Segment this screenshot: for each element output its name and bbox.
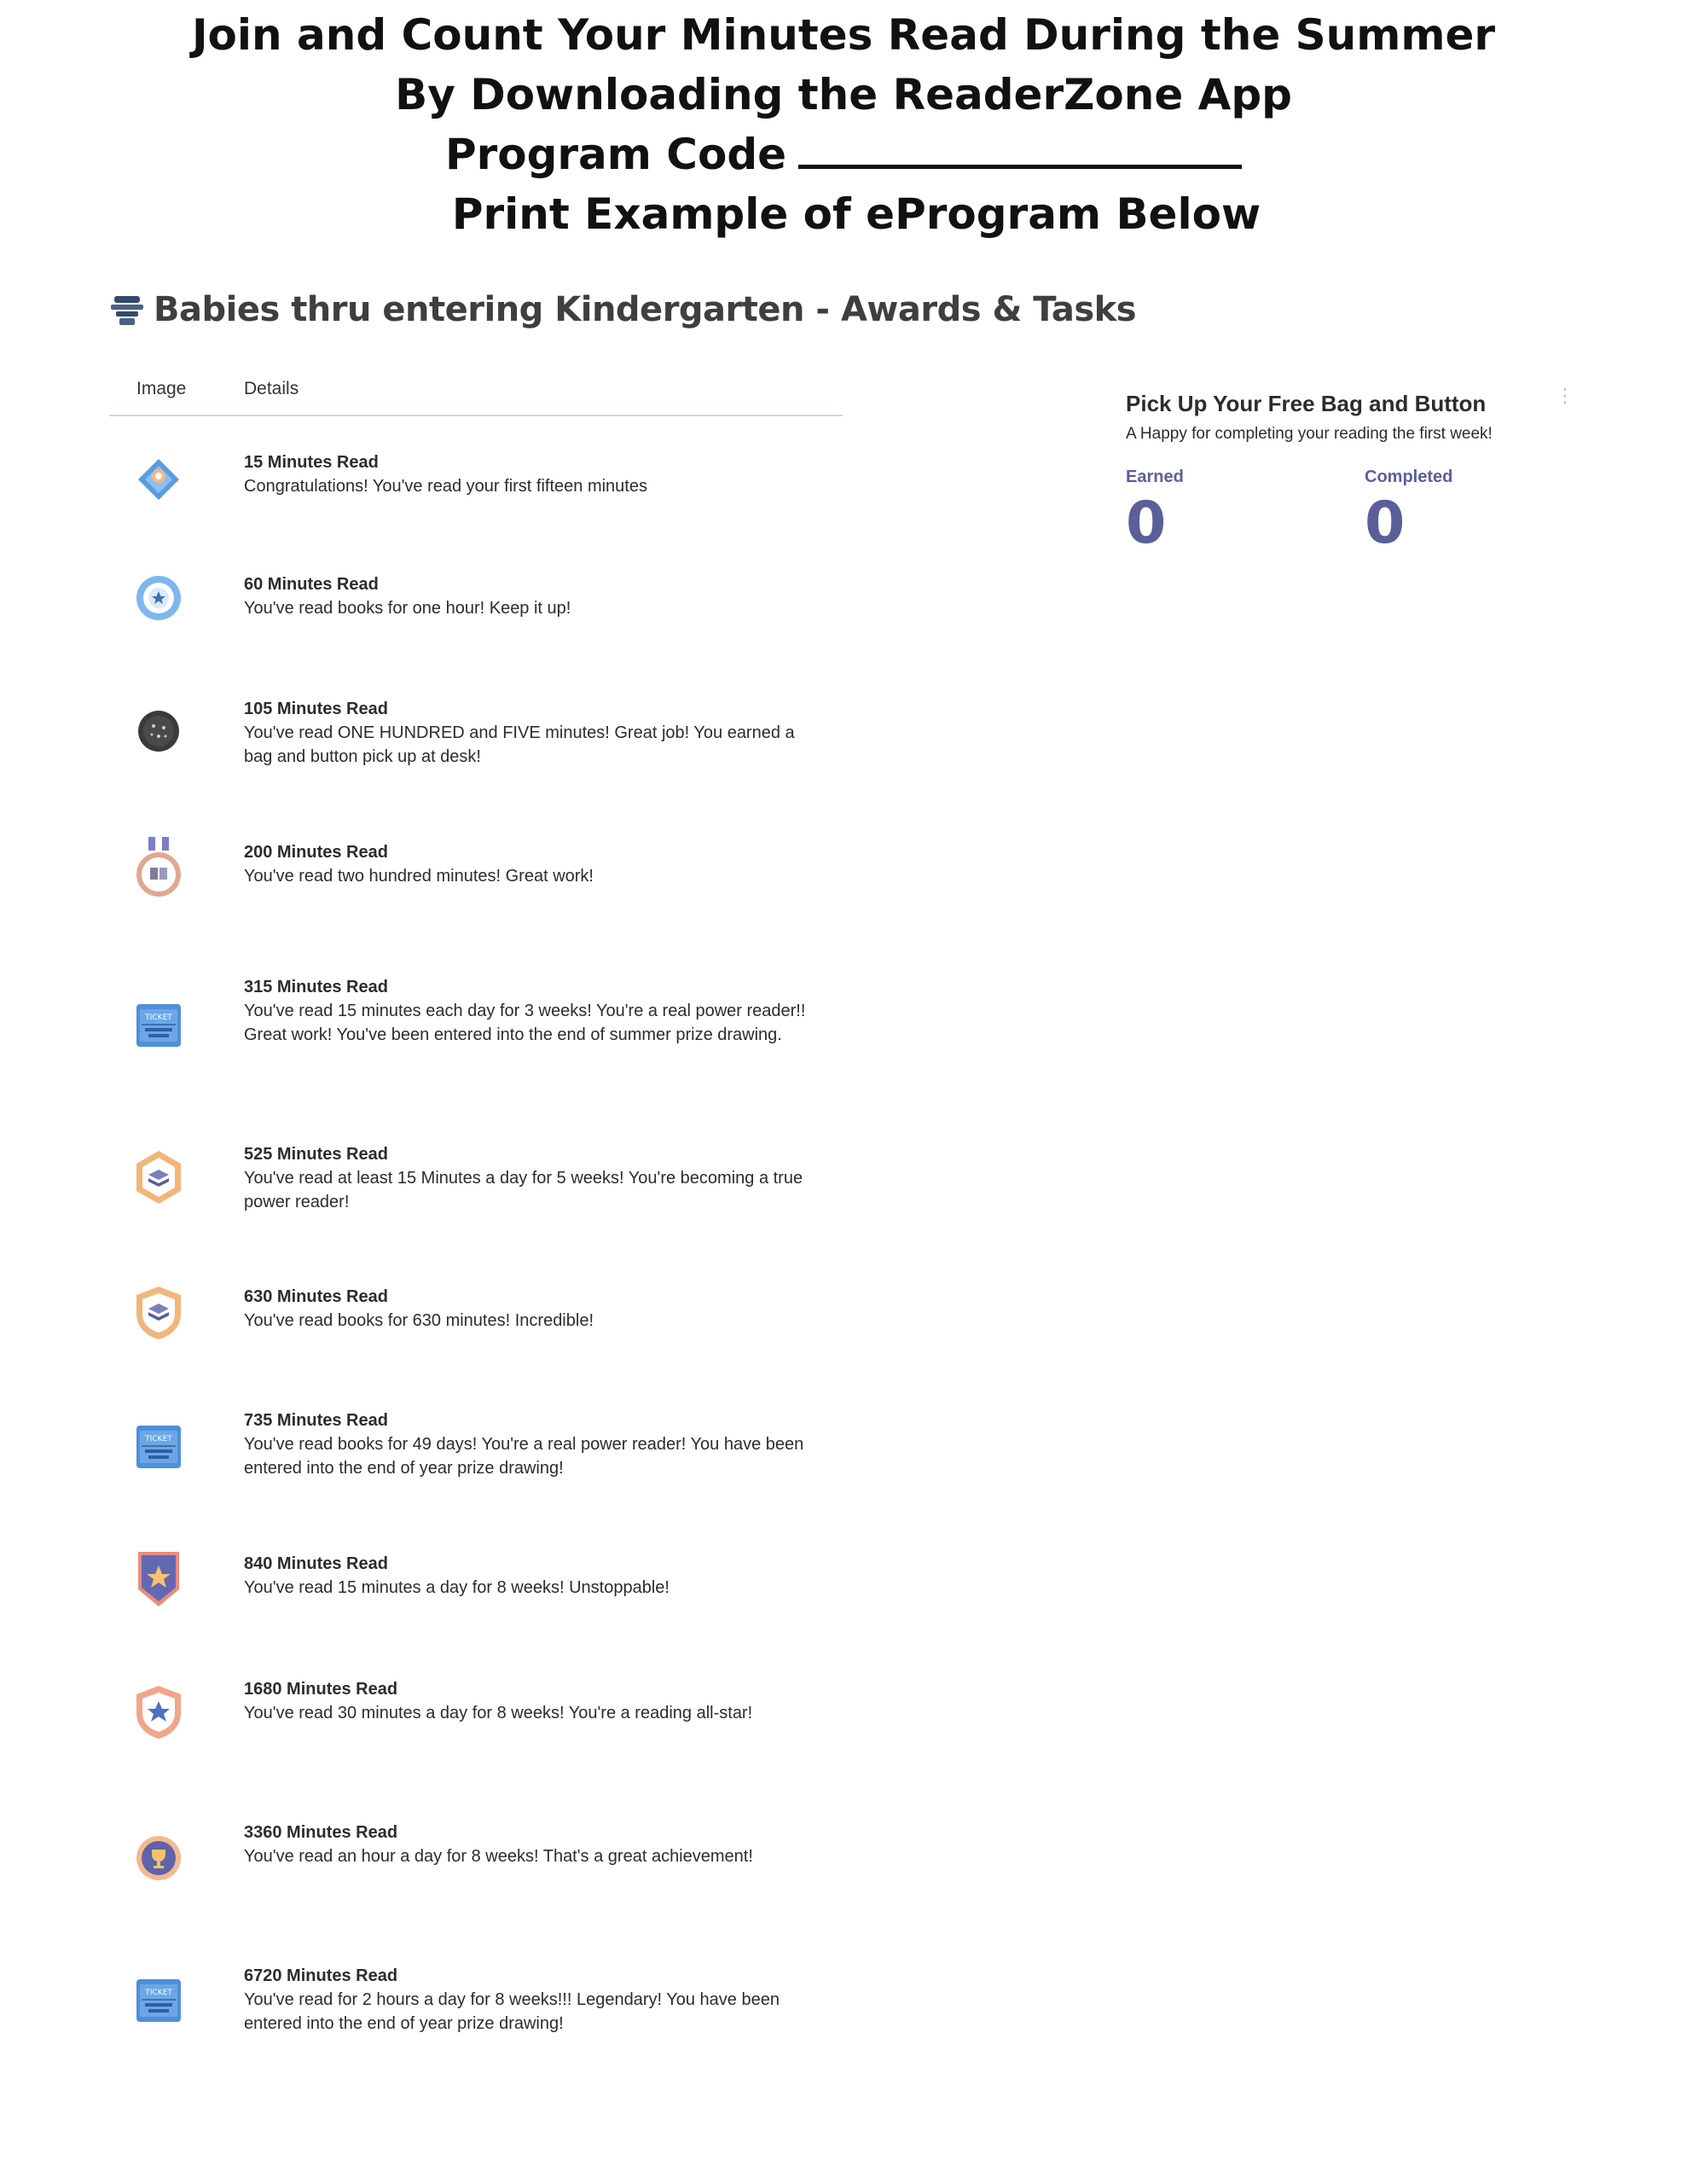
shield-books-icon: [133, 1285, 184, 1341]
svg-text:TICKET: TICKET: [145, 1014, 172, 1022]
award-description: You've read books for 630 minutes! Incredible!: [244, 1311, 594, 1330]
award-description: You've read at least 15 Minutes a day for 5 weeks! You're becoming a true power reader!: [244, 1169, 803, 1211]
award-title: 15 Minutes Read: [244, 453, 379, 472]
completed-label: Completed: [1365, 468, 1453, 486]
award-title: 60 Minutes Read: [244, 575, 379, 594]
award-description: You've read books for 49 days! You're a real power reader! You have been entered into the end of year prize drawing!: [244, 1435, 804, 1478]
column-header-image: Image: [136, 379, 187, 398]
award-title: 735 Minutes Read: [244, 1411, 388, 1430]
award-description: You've read books for one hour! Keep it up!: [244, 599, 571, 618]
award-description: You've read two hundred minutes! Great work!: [244, 867, 594, 886]
award-description: You've read 15 minutes a day for 8 weeks! Unstoppable!: [244, 1578, 670, 1597]
flyer-header: [0, 5, 1687, 244]
diamond-badge-icon: [133, 454, 184, 505]
award-description: You've read an hour a day for 8 weeks! That's a great achievement!: [244, 1847, 753, 1866]
star-shield-icon: [133, 1684, 184, 1740]
svg-text:TICKET: TICKET: [145, 1435, 172, 1443]
header-line-program-code: [0, 125, 1687, 184]
svg-text:TICKET: TICKET: [145, 1989, 172, 1997]
award-title: 105 Minutes Read: [244, 700, 388, 718]
section-heading: [109, 290, 1136, 329]
award-title: 525 Minutes Read: [244, 1145, 388, 1164]
more-vertical-icon[interactable]: ⋮: [1556, 386, 1574, 407]
dark-button-icon: [133, 706, 184, 757]
ticket-icon: [133, 1974, 184, 2025]
section-title: Babies thru entering Kindergarten - Awards & Tasks: [154, 290, 1137, 329]
task-description: A Happy for completing your reading the first week!: [1126, 425, 1493, 443]
reader-podium-icon: [109, 293, 145, 327]
column-header-details: Details: [244, 379, 299, 398]
completed-value: 0: [1365, 490, 1406, 557]
book-medal-icon: [133, 837, 184, 898]
program-code-label: Program Code: [444, 130, 787, 179]
header-line-join: Join and Count Your Minutes Read During the Summer: [191, 10, 1496, 60]
award-title: 1680 Minutes Read: [244, 1680, 398, 1699]
trophy-badge-icon: [133, 1833, 184, 1884]
earned-label: Earned: [1126, 468, 1184, 486]
award-title: 6720 Minutes Read: [244, 1966, 398, 1985]
task-card: [1124, 386, 1602, 560]
header-line-download: By Downloading the ReaderZone App: [395, 70, 1292, 119]
awards-table-header: [109, 375, 843, 416]
ticket-icon: [133, 1420, 184, 1472]
header-line-print-example: Print Example of eProgram Below: [451, 189, 1261, 239]
hexagon-books-icon: [133, 1149, 184, 1205]
award-title: 3360 Minutes Read: [244, 1823, 398, 1842]
ticket-icon: [133, 999, 184, 1050]
award-title: 200 Minutes Read: [244, 843, 388, 862]
award-description: You've read ONE HUNDRED and FIVE minutes! Great job! You earned a bag and button pick up at desk!: [244, 723, 795, 766]
purple-star-shield-icon: [133, 1548, 184, 1610]
program-code-blank: [798, 129, 1242, 169]
award-title: 315 Minutes Read: [244, 978, 388, 996]
earned-value: 0: [1126, 490, 1167, 557]
award-description: Congratulations! You've read your first fifteen minutes: [244, 477, 647, 496]
award-title: 840 Minutes Read: [244, 1554, 388, 1573]
award-description: You've read 15 minutes each day for 3 weeks! You're a real power reader!! Great work! You've been entered into the end of summer prize drawing.: [244, 1002, 806, 1044]
star-circle-badge-icon: [133, 572, 184, 624]
award-description: You've read 30 minutes a day for 8 weeks! You're a reading all-star!: [244, 1704, 753, 1722]
task-title: Pick Up Your Free Bag and Button: [1126, 391, 1487, 416]
award-title: 630 Minutes Read: [244, 1287, 388, 1306]
award-description: You've read for 2 hours a day for 8 weeks!!! Legendary! You have been entered into the end of year prize drawing!: [244, 1990, 780, 2033]
